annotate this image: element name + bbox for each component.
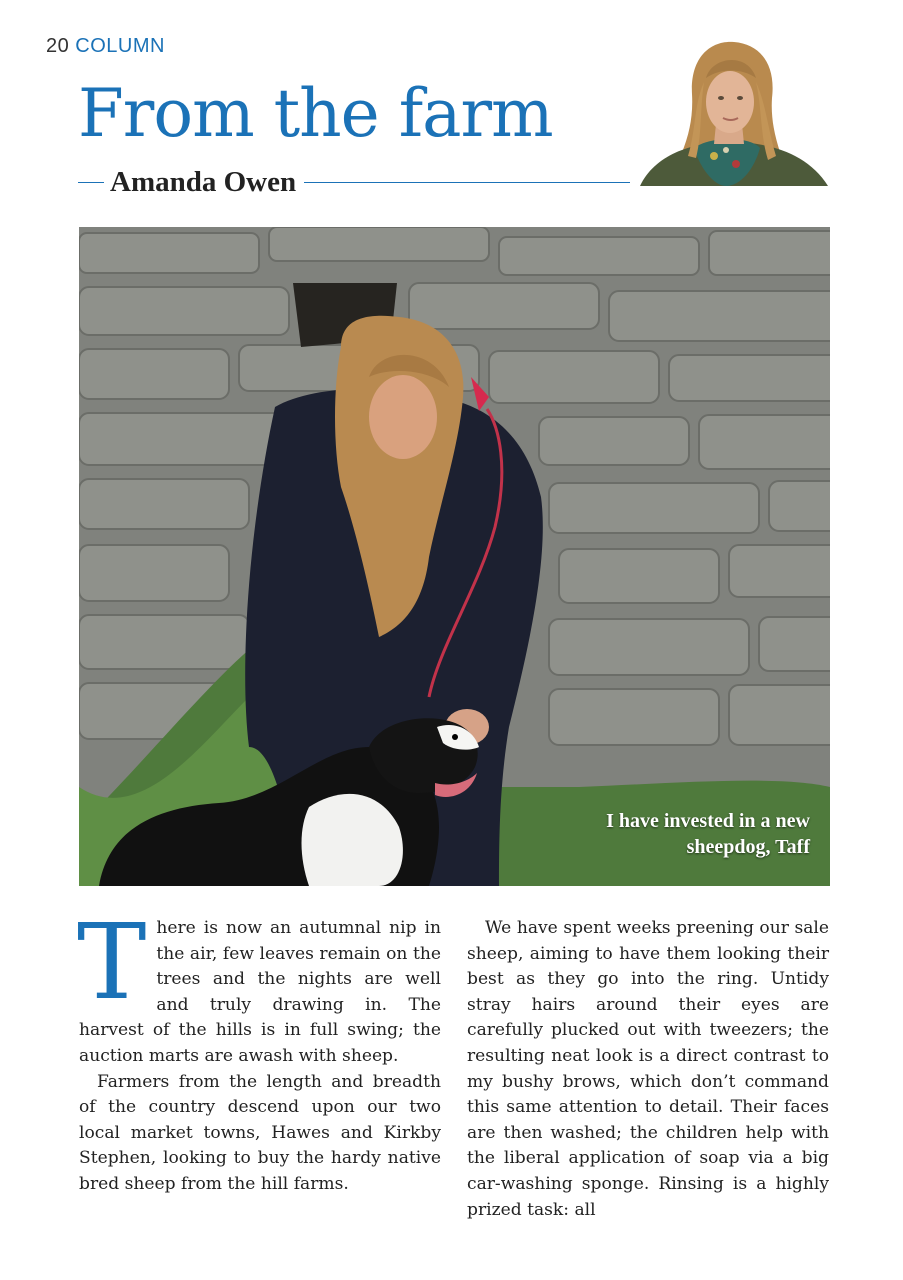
section-label: COLUMN — [75, 35, 165, 57]
article-paragraph: We have spent weeks preening our sale sheep, aiming to have them looking their best as they go into the ring. Untidy stray hairs around their eyes are carefully plucked out with tweezers; the resulting neat look is a direct contrast to my bushy brows, which don’t command this same attention to detail. Their faces are then washed; the children help with the liberal application of soap via a big car-washing sponge. Rinsing is a highly prized task: all — [467, 918, 829, 1220]
author-portrait — [630, 38, 830, 186]
sheepdog-photo-image — [79, 227, 830, 886]
byline-rule — [304, 182, 638, 183]
column-title: From the farm — [78, 75, 553, 152]
author-byline: Amanda Owen — [110, 165, 297, 198]
drop-cap: T — [77, 901, 147, 1023]
feature-photo — [79, 227, 830, 886]
paragraph-text: here is now an autumnal nip in the air, few leaves remain on the trees and the nights are well and truly drawing in. The harvest of the hills is in full swing; the auction marts are awash with sheep. — [79, 918, 441, 1066]
article-column-left — [77, 901, 441, 1198]
article-paragraph — [77, 901, 441, 1070]
author-portrait-image — [630, 38, 830, 186]
byline-dash — [78, 182, 104, 183]
photo-caption: I have invested in a new sheepdog, Taff — [606, 810, 810, 858]
article-paragraph: Farmers from the length and breadth of the country descend upon our two local market towns, Hawes and Kirkby Stephen, looking to buy the hardy native bred sheep from the hill farms. — [79, 1071, 441, 1194]
article-column-right — [467, 916, 829, 1223]
byline-row — [78, 164, 638, 200]
page-number: 20 — [46, 35, 70, 57]
page-folio — [46, 34, 165, 58]
